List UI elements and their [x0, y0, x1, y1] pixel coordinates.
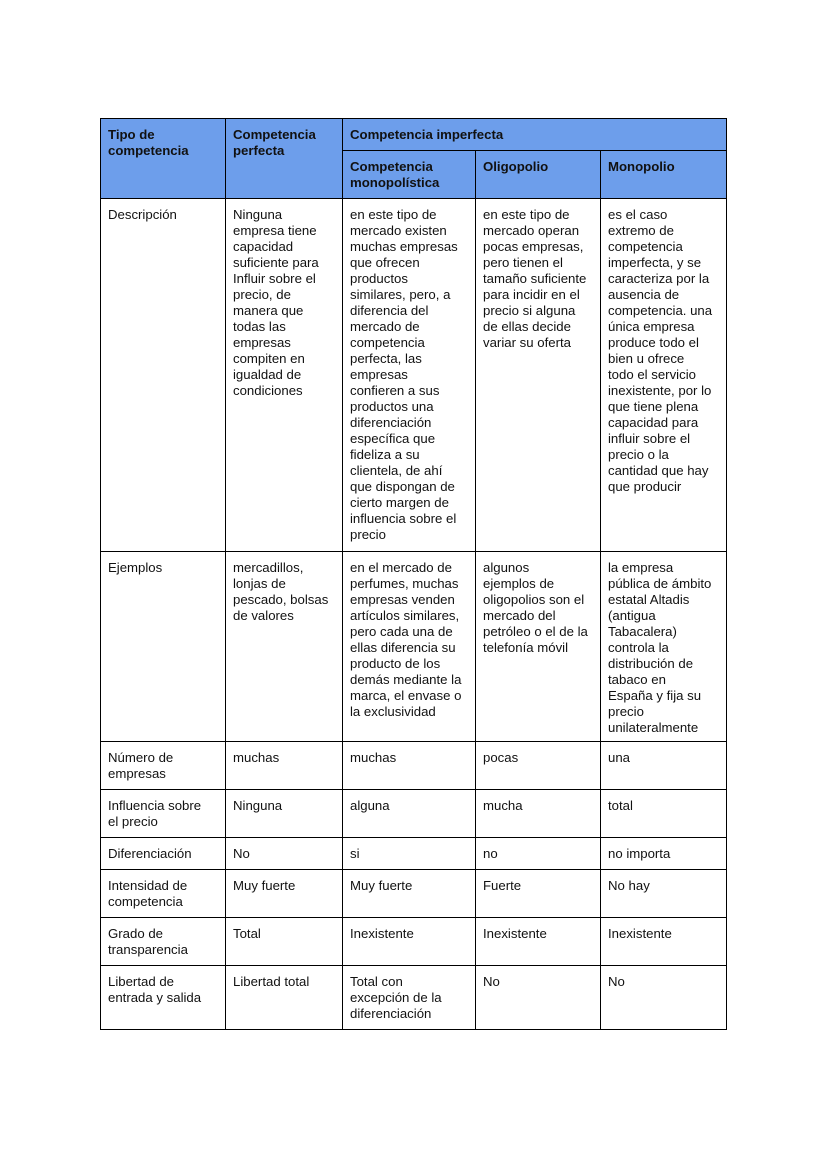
- cell-monopolio: la empresa pública de ámbito estatal Altadis (antigua Tabacalera) controla la distribución de tabaco en España y fija su precio unilateralmente: [601, 552, 727, 742]
- header-oligopolio: Oligopolio: [476, 151, 601, 199]
- table-row: [101, 790, 727, 838]
- header-perfecta: Competencia perfecta: [226, 119, 343, 199]
- header-monopolio: Monopolio: [601, 151, 727, 199]
- header-imperfecta: Competencia imperfecta: [343, 119, 727, 151]
- table-row: [101, 838, 727, 870]
- cell-monopolio: Inexistente: [601, 918, 727, 966]
- table-row: [101, 199, 727, 552]
- cell-perfecta: Ninguna: [226, 790, 343, 838]
- table-row: [101, 742, 727, 790]
- row-label: Libertad de entrada y salida: [101, 966, 226, 1030]
- cell-oligopolio: Fuerte: [476, 870, 601, 918]
- cell-monopolistica: Muy fuerte: [343, 870, 476, 918]
- cell-perfecta: Libertad total: [226, 966, 343, 1030]
- cell-monopolio: es el caso extremo de competencia imperfecta, y se caracteriza por la ausencia de competencia. una única empresa produce todo el bien u ofrece todo el servicio inexistente, por lo que tiene plena capacidad para influir sobre el precio o la cantidad que hay que producir: [601, 199, 727, 552]
- cell-monopolistica: si: [343, 838, 476, 870]
- row-label: Grado de transparencia: [101, 918, 226, 966]
- cell-oligopolio: algunos ejemplos de oligopolios son el mercado del petróleo o el de la telefonía móvil: [476, 552, 601, 742]
- cell-monopolistica: alguna: [343, 790, 476, 838]
- cell-oligopolio: no: [476, 838, 601, 870]
- cell-monopolio: una: [601, 742, 727, 790]
- row-label: Ejemplos: [101, 552, 226, 742]
- cell-perfecta: No: [226, 838, 343, 870]
- cell-oligopolio: en este tipo de mercado operan pocas empresas, pero tienen el tamaño suficiente para incidir en el precio si alguna de ellas decide variar su oferta: [476, 199, 601, 552]
- cell-monopolistica: en el mercado de perfumes, muchas empresas venden artículos similares, pero cada una de ellas diferencia su producto de los demás mediante la marca, el envase o la exclusividad: [343, 552, 476, 742]
- cell-oligopolio: Inexistente: [476, 918, 601, 966]
- table-row: [101, 870, 727, 918]
- competition-table: [100, 118, 727, 1030]
- cell-perfecta: muchas: [226, 742, 343, 790]
- cell-perfecta: Muy fuerte: [226, 870, 343, 918]
- cell-oligopolio: pocas: [476, 742, 601, 790]
- table-row: [101, 918, 727, 966]
- cell-oligopolio: mucha: [476, 790, 601, 838]
- cell-monopolistica: muchas: [343, 742, 476, 790]
- header-row-1: [101, 119, 727, 151]
- cell-monopolistica: en este tipo de mercado existen muchas empresas que ofrecen productos similares, pero, a diferencia del mercado de competencia perfecta, las empresas confieren a sus productos una diferenciación específica que fideliza a su clientela, de ahí que dispongan de cierto margen de influencia sobre el precio: [343, 199, 476, 552]
- table-row: [101, 552, 727, 742]
- cell-oligopolio: No: [476, 966, 601, 1030]
- table-row: [101, 966, 727, 1030]
- row-label: Número de empresas: [101, 742, 226, 790]
- row-label: Influencia sobre el precio: [101, 790, 226, 838]
- cell-perfecta: Ninguna empresa tiene capacidad suficiente para Influir sobre el precio, de manera que todas las empresas compiten en igualdad de condiciones: [226, 199, 343, 552]
- cell-monopolio: No: [601, 966, 727, 1030]
- cell-monopolio: No hay: [601, 870, 727, 918]
- cell-monopolistica: Inexistente: [343, 918, 476, 966]
- cell-monopolistica: Total con excepción de la diferenciación: [343, 966, 476, 1030]
- cell-perfecta: Total: [226, 918, 343, 966]
- row-label: Intensidad de competencia: [101, 870, 226, 918]
- cell-monopolio: total: [601, 790, 727, 838]
- cell-monopolio: no importa: [601, 838, 727, 870]
- header-monopolistica: Competencia monopolística: [343, 151, 476, 199]
- cell-perfecta: mercadillos, lonjas de pescado, bolsas de valores: [226, 552, 343, 742]
- row-label: Diferenciación: [101, 838, 226, 870]
- header-tipo: Tipo de competencia: [101, 119, 226, 199]
- row-label: Descripción: [101, 199, 226, 552]
